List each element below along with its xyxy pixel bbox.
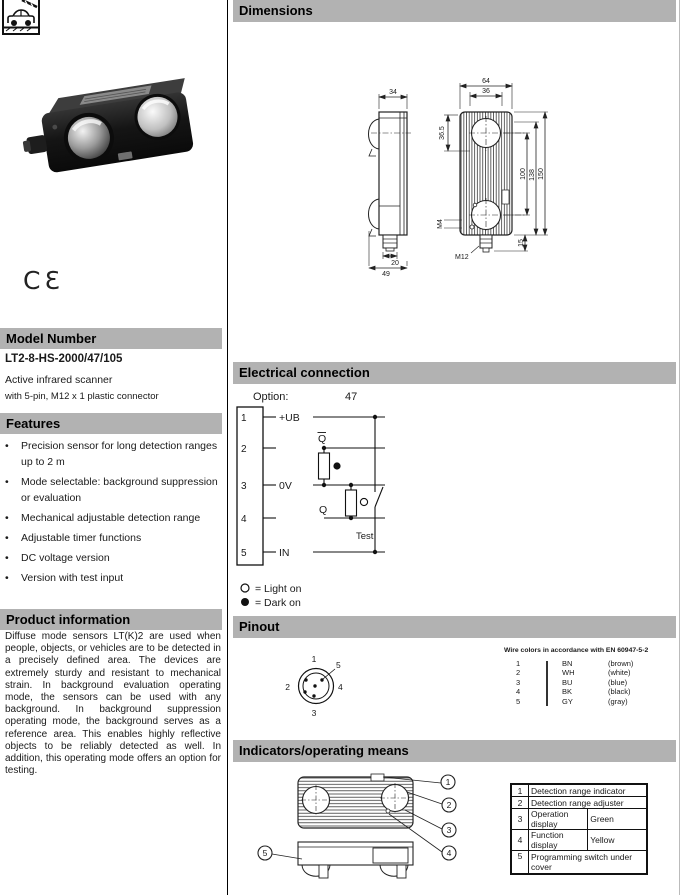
- indicator-no: 4: [511, 830, 529, 851]
- feature-item: [5, 474, 220, 506]
- wire-color: (blue): [608, 677, 628, 687]
- test-switch: [375, 487, 383, 507]
- light-on-circle: [360, 498, 367, 505]
- option-label: Option:: [253, 391, 289, 403]
- dim-lens-top-offset: 36.5: [439, 126, 446, 140]
- feature-item: [5, 550, 220, 566]
- indicator-row: [511, 851, 647, 875]
- indicator-no: 1: [511, 784, 529, 797]
- wire-row: [512, 659, 662, 668]
- feature-item: [5, 570, 220, 586]
- wire-row: [512, 678, 662, 687]
- pin-2: 2: [241, 444, 247, 455]
- bullet-icon: •: [5, 532, 9, 544]
- test-label: Test: [356, 531, 374, 542]
- wire-row: [512, 668, 662, 677]
- model-description: Active infrared scanner: [5, 374, 113, 386]
- section-header-dimensions: Dimensions: [233, 0, 676, 22]
- bullet-icon: •: [5, 512, 9, 524]
- callout-2-number: 2: [446, 800, 452, 810]
- feature-text: Adjustable timer functions: [21, 532, 142, 544]
- wire-code: WH: [562, 668, 575, 678]
- zero-v-label: 0V: [279, 480, 292, 492]
- pin-4: 4: [241, 514, 247, 525]
- dim-connector-len: 15: [518, 239, 525, 247]
- section-header-features: Features: [0, 413, 222, 434]
- wire-pin: 4: [516, 687, 521, 697]
- section-header-indicators: Indicators/operating means: [233, 740, 676, 762]
- dim-lens-width: 36: [482, 88, 490, 95]
- dim-depth-connector: 20: [391, 260, 399, 267]
- legend-light-icon: [241, 584, 249, 592]
- indicators-drawing: [255, 770, 505, 895]
- bullet-icon: •: [5, 572, 9, 584]
- q-label: Q: [319, 504, 328, 516]
- feature-text: Mechanical adjustable detection range: [21, 512, 201, 524]
- feature-item: [5, 438, 220, 470]
- product-photo: [22, 62, 204, 197]
- model-number: LT2-8-HS-2000/47/105: [5, 353, 123, 365]
- feature-text: Mode selectable: background suppression or evaluation: [21, 476, 218, 504]
- q-bar-label: Q: [318, 433, 327, 445]
- pin-3: 3: [241, 481, 247, 492]
- option-value: 47: [345, 391, 358, 403]
- indicator-no: 2: [511, 797, 529, 809]
- dim-depth-total: 49: [382, 271, 390, 278]
- wire-color: (gray): [608, 696, 628, 706]
- legend-dark-label: = Dark on: [255, 597, 301, 609]
- wire-color: (brown): [608, 659, 634, 668]
- callout-3-number: 3: [446, 825, 452, 835]
- bullet-icon: •: [5, 552, 9, 564]
- indicator-desc: Detection range adjuster: [529, 797, 648, 809]
- dimensions-drawing: [233, 75, 674, 360]
- feature-text: Precision sensor for long detection ranges up to 2 m: [21, 440, 218, 468]
- wire-code: BK: [562, 687, 573, 697]
- bullet-icon: •: [5, 476, 9, 488]
- indicator-no: 3: [511, 809, 529, 830]
- wire-color-table: [512, 659, 662, 706]
- callout-5-number: 5: [262, 848, 268, 858]
- wire-colors-note: Wire colors in accordance with EN 60947-5-2: [504, 647, 649, 654]
- dim-height-138: 138: [529, 169, 536, 181]
- wire-pin: 2: [516, 668, 521, 678]
- feature-text: Version with test input: [21, 572, 124, 584]
- dim-lens-spacing: 100: [520, 168, 527, 180]
- ub-label: +UB: [279, 412, 300, 424]
- model-connector-note: with 5-pin, M12 x 1 plastic connector: [5, 391, 159, 402]
- wire-color: (black): [608, 687, 631, 697]
- feature-item: [5, 530, 220, 546]
- indicator-row: [511, 797, 647, 809]
- dim-thread-back: M4: [437, 219, 444, 229]
- indicator-no: 5: [511, 851, 529, 875]
- callout-1-number: 1: [445, 777, 451, 787]
- pinout-pin-2: 2: [285, 682, 290, 692]
- indicator-row: [511, 784, 647, 797]
- ce-mark: CƐ: [23, 266, 64, 295]
- wire-pin: 3: [516, 677, 521, 687]
- pinout-pin-5: 5: [336, 660, 341, 670]
- dim-side-width: 34: [389, 89, 397, 96]
- indicator-row: [511, 830, 647, 851]
- pinout-pin-1: 1: [311, 654, 317, 664]
- wire-pin: 1: [516, 659, 521, 668]
- wire-code: BN: [562, 659, 573, 668]
- indicator-desc: Programming switch under cover: [529, 851, 648, 875]
- wire-code: BU: [562, 677, 573, 687]
- section-header-product-information: Product information: [0, 609, 222, 630]
- pinout-pin-4: 4: [338, 682, 343, 692]
- dim-front-width: 64: [482, 78, 490, 85]
- wire-pin: 5: [516, 696, 521, 706]
- column-divider: [227, 0, 228, 895]
- feature-text: DC voltage version: [21, 552, 110, 564]
- indicator-desc: Operation display: [529, 809, 588, 830]
- pin-5: 5: [241, 548, 247, 559]
- wire-row: [512, 697, 662, 706]
- electrical-circuit-diagram: [233, 385, 468, 610]
- callout-4-number: 4: [446, 848, 452, 858]
- pinout-connector-diagram: [278, 648, 398, 733]
- indicator-row: [511, 809, 647, 830]
- section-header-model-number: Model Number: [0, 328, 222, 349]
- pin-1: 1: [241, 413, 247, 424]
- feature-item: [5, 510, 220, 526]
- wire-code: GY: [562, 696, 573, 706]
- indicators-table: [510, 783, 648, 875]
- dim-height-total: 150: [538, 168, 545, 180]
- indicator-desc: Detection range indicator: [529, 784, 648, 797]
- features-list: [5, 438, 220, 590]
- page-right-edge: [679, 0, 680, 895]
- legend-dark-icon: [241, 598, 249, 606]
- indicator-value: Green: [588, 809, 647, 830]
- legend-light-label: = Light on: [255, 583, 302, 595]
- product-information-text: Diffuse mode sensors LT(K)2 are used when people, objects, or vehicles are to be detected in a precisely defined area. The devices are extremely sturdy and resistant to mechanical strain. In background evaluation operating mode, the sensors can be used with any background. In background suppression operating mode, the background serves as a reference area. This enables highly reflective objects to be reliably detected as well. In addition, this operating mode offers an option for testing.: [5, 631, 221, 777]
- pinout-pin-3: 3: [311, 708, 317, 718]
- dim-thread-connector: M12: [455, 254, 469, 261]
- car-access-control-icon: [2, 0, 40, 35]
- dark-on-dot: [333, 462, 340, 469]
- wire-color: (white): [608, 668, 631, 678]
- indicator-desc: Function display: [529, 830, 588, 851]
- indicator-value: Yellow: [588, 830, 647, 851]
- in-label: IN: [279, 547, 290, 559]
- section-header-electrical: Electrical connection: [233, 362, 676, 384]
- wire-row: [512, 687, 662, 696]
- bullet-icon: •: [5, 440, 9, 452]
- section-header-pinout: Pinout: [233, 616, 676, 638]
